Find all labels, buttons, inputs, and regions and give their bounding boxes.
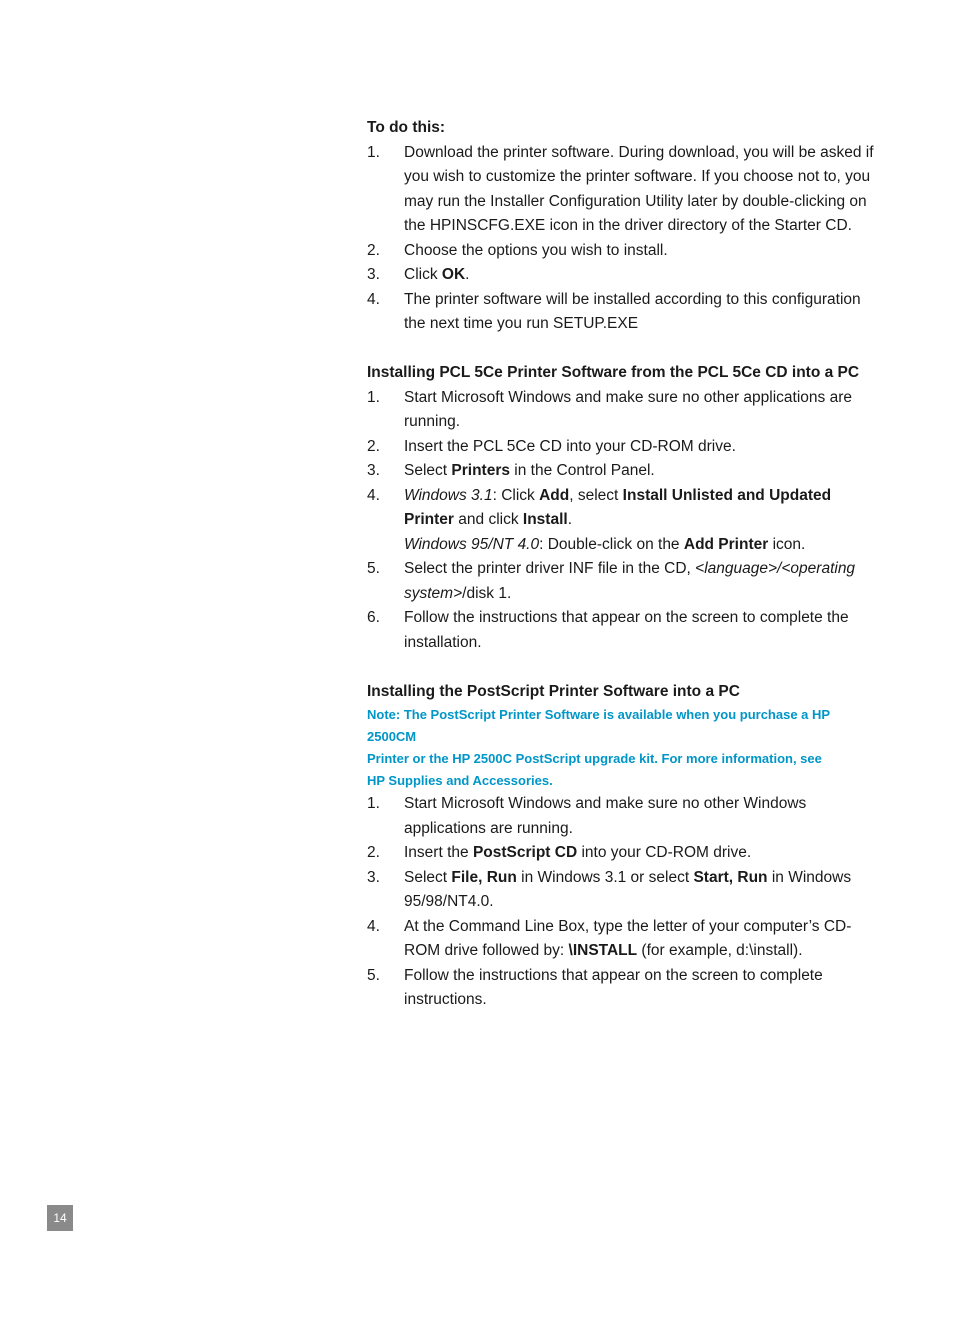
step-text: icon.: [768, 535, 806, 553]
step-emphasis: Start, Run: [693, 868, 768, 886]
list-item: [367, 964, 882, 1013]
step-text: : Click: [492, 486, 540, 504]
step-emphasis: Install: [522, 511, 568, 528]
step-text: At the Command Line Box, type the letter of your computer’s CD-ROM drive followed by:: [404, 917, 852, 959]
step-number: 3.: [367, 868, 380, 886]
step-number: 6.: [367, 609, 380, 626]
step-list: [367, 386, 882, 656]
list-item: [367, 484, 882, 558]
section-heading: To do this:: [367, 119, 446, 136]
step-text: Select the printer driver INF file in the CD,: [404, 560, 696, 577]
step-text: /disk 1.: [462, 584, 512, 602]
list-item: [367, 141, 882, 239]
section-heading: Installing the PostScript Printer Software into a PC: [367, 682, 740, 700]
step-emphasis: PostScript CD: [472, 844, 578, 861]
step-emphasis: Install Unlisted and Updated Printer: [404, 486, 832, 528]
step-text: The printer software will be installed according to this configuration the next time you run SETUP.EXE: [404, 290, 861, 332]
step-number: 1.: [367, 388, 380, 406]
step-number: 1.: [367, 795, 380, 812]
step-number: 2.: [367, 437, 380, 455]
step-number: 4.: [367, 290, 380, 308]
step-text: Choose the options you wish to install.: [404, 241, 668, 259]
step-text: in the Control Panel.: [509, 462, 655, 479]
step-text: Click: [404, 266, 442, 283]
step-text: , select: [569, 486, 623, 504]
step-text: and click: [453, 511, 523, 528]
step-emphasis: OK: [441, 266, 466, 283]
step-number: 3.: [367, 266, 380, 283]
section-todo: [367, 116, 882, 337]
step-text: into your CD-ROM drive.: [577, 844, 752, 861]
step-text: Download the printer software. During download, you will be asked if you wish to customize the printer software. If you choose not to, you may run the Installer Configuration Utility later by double-clicking on the HPINSCFG.EXE icon in the driver directory of the Starter CD.: [404, 143, 874, 234]
step-italic: Windows 95/NT 4.0: [404, 535, 540, 553]
list-item: [367, 606, 882, 655]
step-list: [367, 141, 882, 337]
step-text: Follow the instructions that appear on the screen to complete the installation.: [404, 609, 849, 651]
step-emphasis: File, Run: [451, 868, 517, 886]
list-item: [367, 239, 882, 264]
step-italic: Windows 3.1: [404, 486, 493, 504]
step-number: 2.: [367, 241, 380, 259]
step-text: Select: [404, 868, 452, 886]
step-text: Insert the: [404, 844, 473, 861]
step-emphasis: \INSTALL: [568, 942, 638, 959]
note: [367, 704, 882, 792]
note-line: Printer or the HP 2500C PostScript upgrade kit. For more information, see: [367, 751, 822, 766]
list-item: [367, 386, 882, 435]
step-text: .: [465, 266, 470, 283]
step-emphasis: Printers: [451, 462, 510, 479]
list-item: [367, 792, 882, 841]
list-item: [367, 557, 882, 606]
section-postscript: [367, 680, 882, 1013]
step-number: 5.: [367, 560, 380, 577]
section-pcl: [367, 361, 882, 655]
step-text: (for example, d:\install).: [637, 942, 803, 959]
document-body: [367, 116, 882, 1037]
step-text: Start Microsoft Windows and make sure no other applications are running.: [404, 388, 852, 430]
step-text: in Windows 95/98/NT4.0.: [404, 868, 852, 910]
list-item: [367, 435, 882, 460]
step-number: 4.: [367, 917, 380, 935]
step-number: 2.: [367, 844, 380, 861]
note-line: Note: The PostScript Printer Software is available when you purchase a HP 2500CM: [367, 707, 830, 744]
step-number: 3.: [367, 462, 380, 479]
step-number: 5.: [367, 966, 380, 984]
step-text: : Double-click on the: [539, 535, 684, 553]
list-item: [367, 288, 882, 337]
list-item: [367, 915, 882, 964]
step-italic: <language>/<operating system>: [404, 560, 856, 602]
step-emphasis: Add: [539, 486, 570, 504]
page-number: 14: [47, 1205, 73, 1231]
section-heading: Installing PCL 5Ce Printer Software from the PCL 5Ce CD into a PC: [367, 364, 860, 381]
step-text: in Windows 3.1 or select: [516, 868, 694, 886]
list-item: [367, 866, 882, 915]
step-text: Follow the instructions that appear on the screen to complete instructions.: [404, 966, 823, 1008]
step-number: 1.: [367, 143, 380, 161]
step-number: 4.: [367, 486, 380, 504]
step-text: Select: [404, 462, 452, 479]
step-text: Insert the PCL 5Ce CD into your CD-ROM drive.: [404, 437, 736, 455]
step-text: Start Microsoft Windows and make sure no other Windows applications are running.: [404, 795, 807, 837]
step-list: [367, 792, 882, 1013]
list-item: [367, 459, 882, 484]
list-item: [367, 263, 882, 288]
step-emphasis: Add Printer: [683, 535, 769, 553]
step-text: .: [567, 511, 572, 528]
list-item: [367, 841, 882, 866]
note-link[interactable]: HP Supplies and Accessories.: [367, 773, 553, 788]
